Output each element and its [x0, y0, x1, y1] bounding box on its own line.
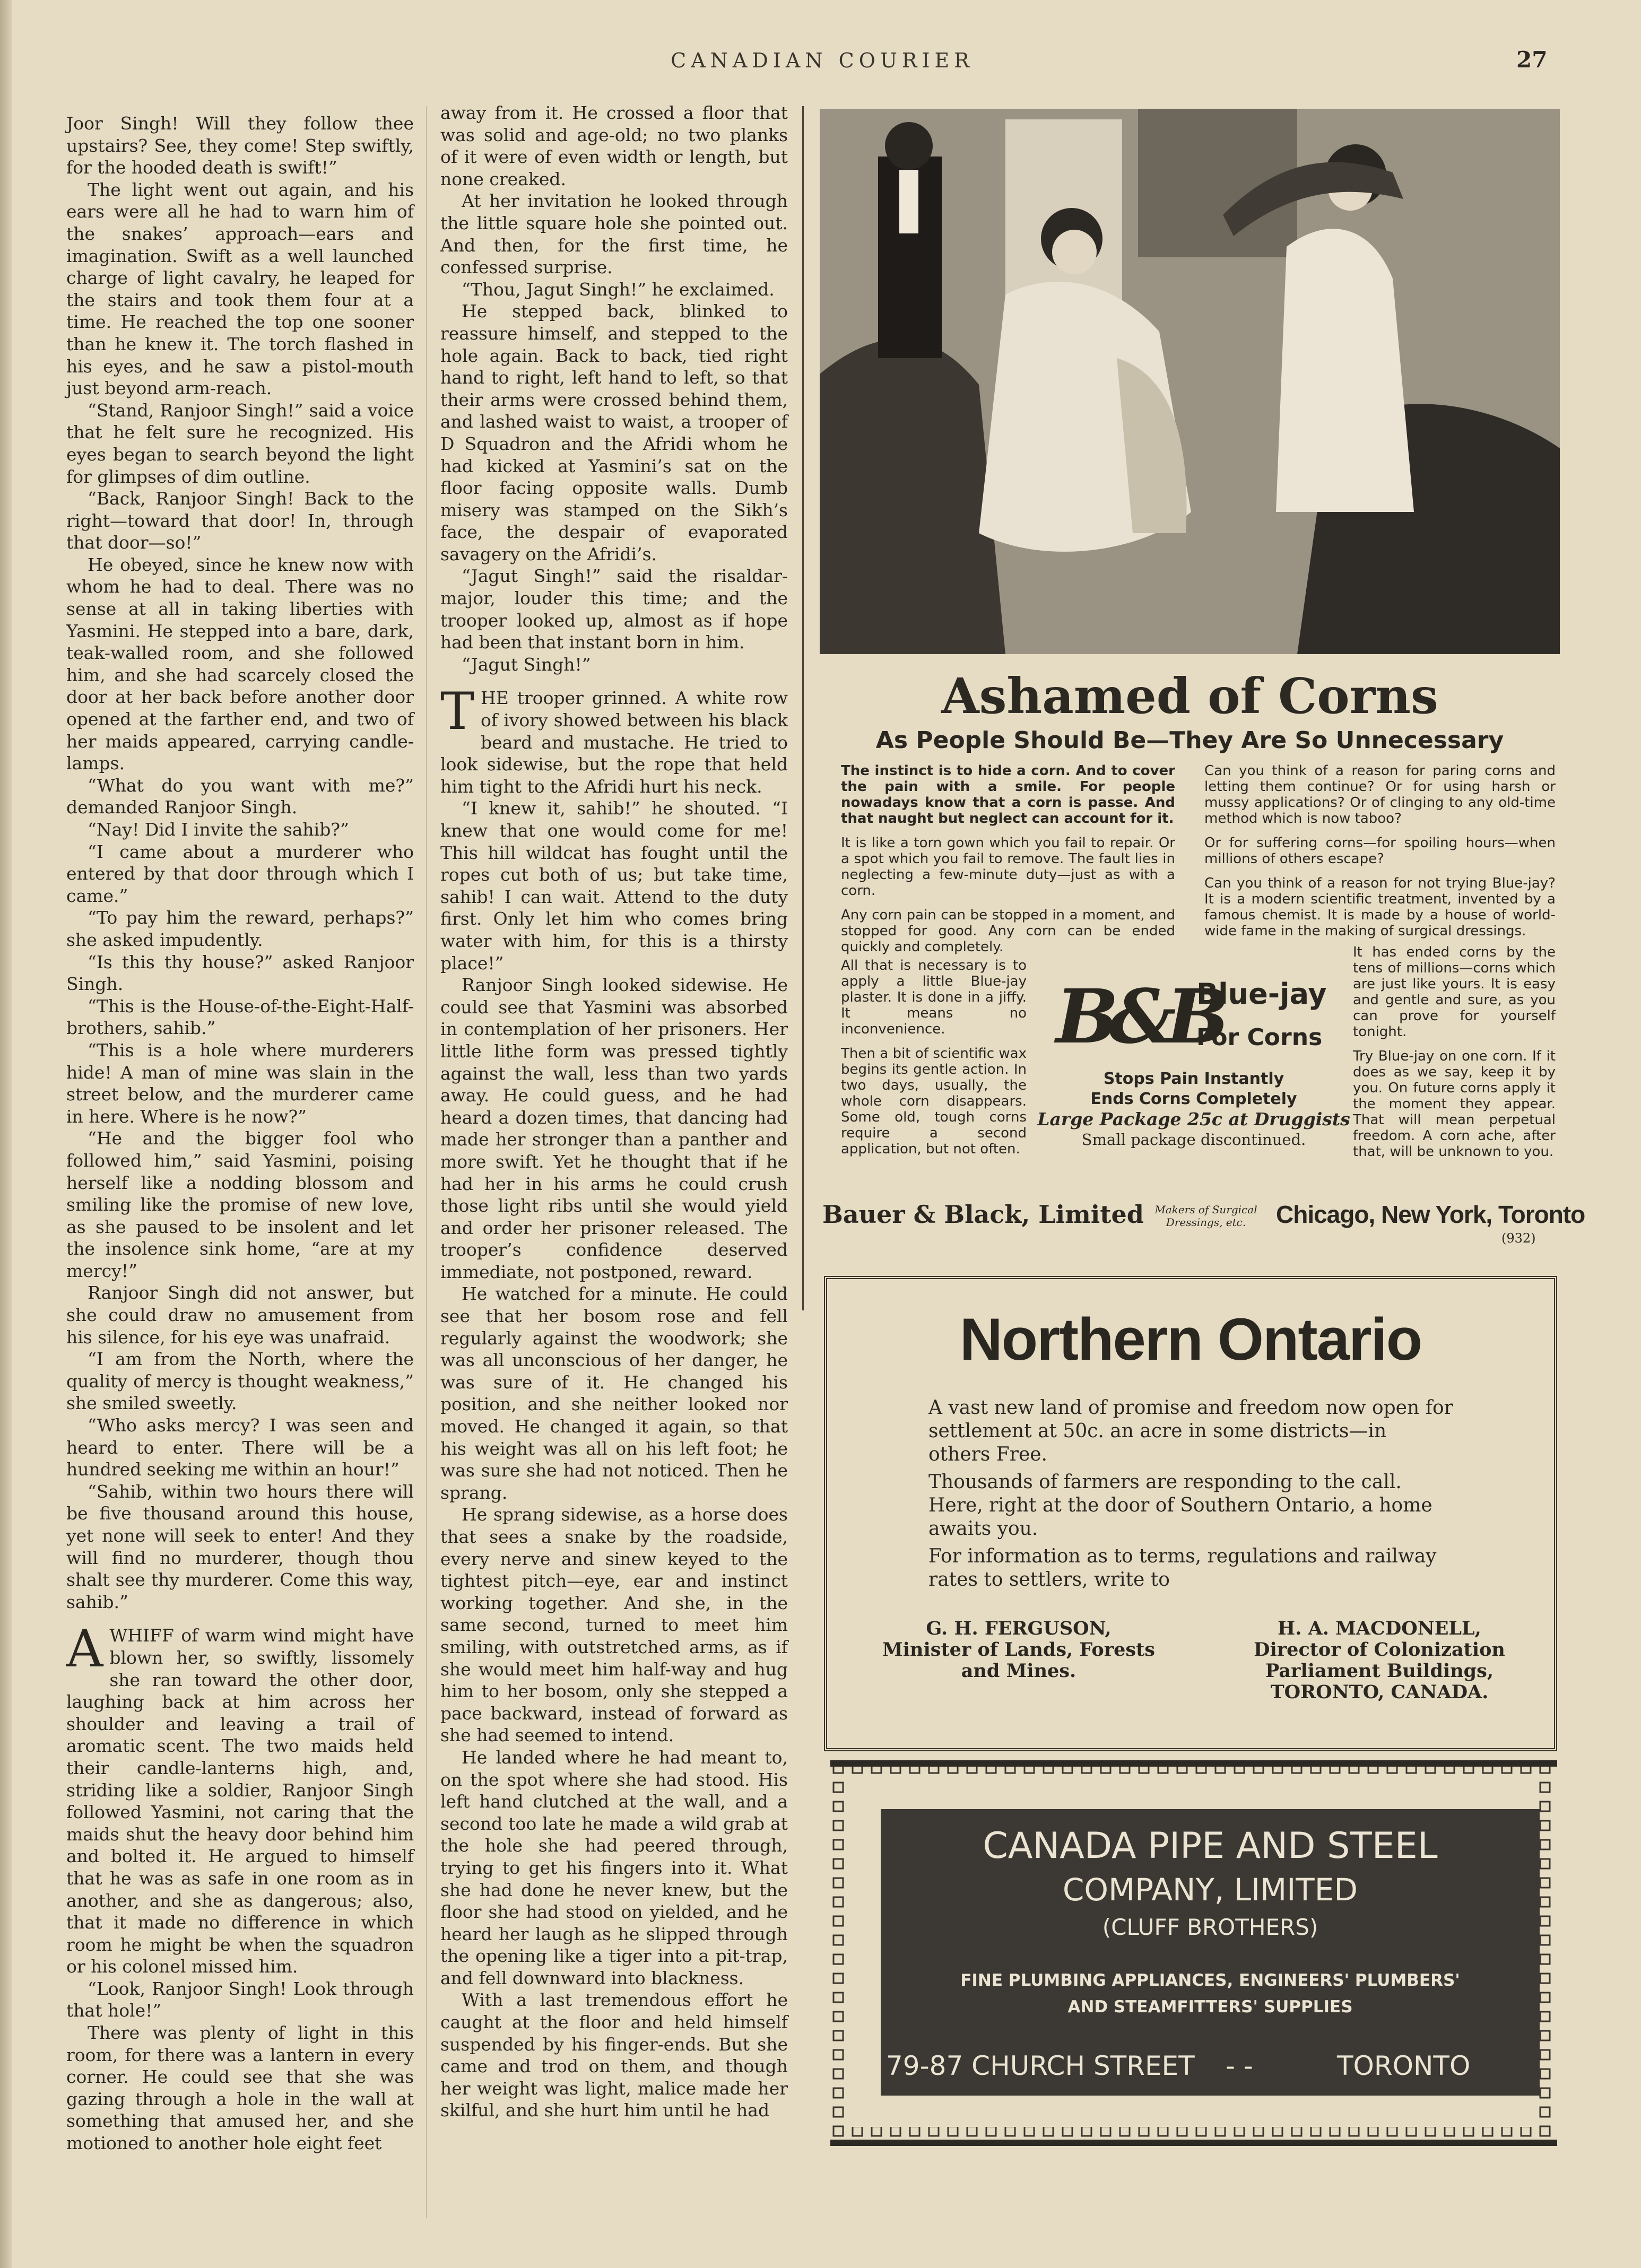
corns-ad-paragraph: Then a bit of scientific wax begins its gentle action. In two days, usually, the whole corn disappears. Some old, tough corns require a second application, but not often.	[841, 1046, 1027, 1157]
story-paragraph: He watched for a minute. He could see that her bosom rose and fell regularly against the woodwork; she was all unconscious of her danger, he was sure of it. He changed his position, and she neither looked nor moved. He changed it again, so that his weight was all on his left foot; he was sure she had not noticed. Then he sprang.	[440, 1283, 788, 1503]
northern-ontario-paragraph	[928, 1396, 1454, 1466]
pipe-ad-company: CANADA PIPE AND STEEL	[983, 1825, 1438, 1867]
story-paragraph: He sprang sidewise, as a horse does that sees a snake by the roadside, every nerve and sinew keyed to the tightest pitch—eye, ear and instinct working together. And she, in the same second, turned to meet him smiling, with outstretched arms, as if she would meet him half-way and hug him to her bosom, only she stepped a pace backward, instead of forward as she had seemed to intend.	[440, 1504, 788, 1746]
corns-ad-left-column	[841, 763, 1175, 963]
column-rule	[426, 106, 427, 2218]
story-paragraph: “I came about a murderer who entered by that door through which I came.”	[66, 841, 414, 906]
illustration-drawing	[820, 109, 1560, 654]
signatory-title: Director of Colonization	[1254, 1639, 1505, 1661]
story-column-1	[66, 112, 414, 2154]
northern-ontario-paragraph	[928, 1471, 1454, 1541]
story-paragraph: “Nay! Did I invite the sahib?”	[88, 819, 349, 840]
notice-line: Small package discontinued.	[1081, 1131, 1306, 1149]
corns-ad-paragraph: Can you think of a reason for not trying Blue-jay? It is a modern scientific treatment, invented by a famous chemist. It is made by a house of world-wide fame in the making of surgical dressings.	[1204, 875, 1556, 939]
signatory-name: G. H. FERGUSON,	[926, 1618, 1112, 1639]
northern-ontario-title: Northern Ontario	[959, 1306, 1422, 1372]
story-paragraph: Joor Singh! Will they follow thee upstairs? See, they come! Step swiftly, for the hooded death is swift!”	[66, 113, 414, 178]
story-paragraph: “Look, Ranjoor Singh! Look through that hole!”	[66, 1978, 414, 2021]
corns-ad-paragraph: It has ended corns by the tens of millions—corns which are just like yours. It is easy and gentle and sure, as you can prove for yourself tonight.	[1353, 944, 1556, 1040]
ad-divider-rule	[802, 106, 804, 1310]
corns-ad-illustration	[820, 109, 1560, 654]
ad-code: (932)	[1501, 1231, 1536, 1246]
signatory-title: Parliament Buildings,	[1265, 1660, 1494, 1682]
page-gutter-edge	[0, 0, 12, 2268]
story-paragraph: “I knew it, sahib!” he shouted. “I knew that one would come for me! This hill wildcat has fought until the ropes cut both of us; but take time, sahib! I can wait. Attend to the duty first. Only let him who comes bring water with him, for this is a thirsty place!”	[440, 798, 788, 974]
running-head: CANADIAN COURIER	[671, 49, 974, 72]
story-paragraph: Ranjoor Singh looked sidewise. He could see that Yasmini was absorbed in contemplation of her prisoners. Her little lithe form was pressed tightly against the wall, less than two yards away. He could guess, and he had heard a dozen times, that dancing had made her stronger than a panther and more swift. Yet he thought that if he had her in his arms he could crush those light ribs until she would yield and order her prisoner released. The trooper’s confidence deserved immediate, not postponed, reward.	[440, 975, 788, 1282]
story-paragraph: “Stand, Ranjoor Singh!” said a voice that he felt sure he recognized. His eyes began to search beyond the light for glimpses of dim outline.	[66, 399, 414, 487]
corns-ad-left-narrow	[841, 958, 1027, 1166]
story-paragraph: He landed where he had meant to, on the spot where she had stood. His left hand clutched at the wall, and a second too late he made a wild grab at the hole she had peered through, trying to get his fingers into it. What she had done he never knew, but the floor she had stood on yielded, and he heard her laugh as he slipped through the opening like a tiger into a pit-trap, and fell downward into blackness.	[440, 1746, 788, 1988]
story-paragraph: “This is the House-of-the-Eight-Half-brothers, sahib.”	[66, 995, 414, 1039]
page-number: 27	[1516, 47, 1548, 73]
story-paragraph-dropcap: AWHIFF of warm wind might have blown her, so swiftly, lissomely she ran toward the other door, laughing back at him across her shoulder and leaving a trail of aromatic scent. The two maids held their candle-lanterns high, and, striding like a soldier, Ranjoor Singh followed Yasmini, not caring that the maids shut the heavy door behind him and bolted it. He argued to himself that he was as safe in one room as in another, and she as dangerous; also, that it made no difference in which room he might be when the squadron or his colonel missed him.	[66, 1619, 414, 1977]
pipe-ad-products: FINE PLUMBING APPLIANCES, ENGINEERS' PLUMBERS'	[960, 1971, 1460, 1990]
blue-jay-claims	[1035, 1069, 1353, 1150]
story-paragraph: “Jagut Singh!”	[462, 654, 591, 675]
corns-ad-paragraph: Or for suffering corns—for spoiling hours—when millions of others escape?	[1204, 835, 1556, 867]
blue-jay-subtitle: For Corns	[1196, 1024, 1323, 1051]
story-paragraph: “This is a hole where murderers hide! A man of mine was slain in the street below, and the murderer came in here. Where is he now?”	[66, 1039, 414, 1127]
signatory-title: and Mines.	[961, 1660, 1076, 1682]
story-column-2	[440, 102, 788, 2122]
story-paragraph: The light went out again, and his ears were all he had to warn him of the snakes’ approach—ears and imagination. Swift as a well launched charge of light cavalry, he leaped for the stairs and took them four at a time. He reached the top one sooner than he knew it. The torch flashed in his eyes, and he saw a pistol-mouth just beyond arm-reach.	[66, 179, 414, 399]
ad-text: Thousands of farmers are responding to the call. Here, right at the door of Southern Ontario, a home awaits you.	[928, 1471, 1432, 1540]
story-paragraph-dropcap: THE trooper grinned. A white row of ivory showed between his black beard and mustache. He tried to look sidewise, but the rope that held him tight to the Afridi hurt his neck.	[440, 682, 788, 797]
corns-ad-paragraph: Any corn pain can be stopped in a moment, and stopped for good. Any corn can be ended quickly and completely.	[841, 907, 1175, 955]
corns-ad-subhead: As People Should Be—They Are So Unnecessary	[875, 727, 1504, 754]
story-paragraph: “Jagut Singh!” said the risaldar-major, louder this time; and the trooper looked up, almost as if hope had been that instant born in him.	[440, 566, 788, 653]
advertiser-cities: Chicago, New York, Toronto	[1276, 1201, 1585, 1228]
corns-ad-paragraph: All that is necessary is to apply a little Blue-jay plaster. It is done in a jiffy. It means no inconvenience.	[841, 958, 1027, 1037]
corns-ad-headline: Ashamed of Corns	[941, 667, 1438, 725]
story-paragraph: Ranjoor Singh did not answer, but she could draw no amusement from his silence, for his eye was unafraid.	[66, 1282, 414, 1348]
signatory-name: H. A. MACDONELL,	[1278, 1618, 1481, 1639]
corns-ad-paragraph: It is like a torn gown which you fail to repair. Or a spot which you fail to remove. The fault lies in neglecting a few-minute duty—just as with a corn.	[841, 835, 1175, 899]
signature-left	[849, 1618, 1188, 1682]
advertiser-name: Bauer & Black, Limited	[822, 1200, 1144, 1229]
corns-ad-paragraph: The instinct is to hide a corn. And to cover the pain with a smile. For people nowadays know that a corn is passe. And that naught but neglect can account for it.	[841, 763, 1175, 827]
signatory-title: Minister of Lands, Forests	[882, 1639, 1155, 1661]
story-paragraph: “Thou, Jagut Singh!” he exclaimed.	[462, 279, 775, 300]
corns-ad-paragraph: Try Blue-jay on one corn. If it does as we say, keep it by you. On future corns apply it the moment they appear. That will mean perpetual freedom. A corn ache, after that, will be unknown to you.	[1353, 1048, 1556, 1160]
corns-ad-right-column	[1204, 763, 1556, 948]
story-paragraph: “Back, Ranjoor Singh! Back to the right—toward that door! In, through that door—so!”	[66, 488, 414, 553]
pipe-ad-company-2: COMPANY, LIMITED	[1062, 1872, 1358, 1908]
story-paragraph: “What do you want with me?” demanded Ranjoor Singh.	[66, 775, 414, 818]
bauer-black-logo: B&B	[1056, 974, 1220, 1061]
story-paragraph: There was plenty of light in this room, for there was a lantern in every corner. He could see that she was gazing through a hole in the wall at something that amused her, and she motioned to another hole eight feet	[66, 2022, 414, 2154]
pipe-ad-city: TORONTO	[1337, 2050, 1471, 2081]
signatory-title: TORONTO, CANADA.	[1270, 1681, 1489, 1703]
story-paragraph: “Sahib, within two hours there will be five thousand around this house, yet none will seek to enter! And they will find no murderer, though thou shalt see thy murderer. Come this way, sahib.”	[66, 1481, 414, 1612]
story-paragraph: away from it. He crossed a floor that was solid and age-old; no two planks of it were of even width or length, but none creaked.	[440, 102, 788, 189]
story-paragraph: He obeyed, since he knew now with whom he had to deal. There was no sense at all in taking liberties with Yasmini. He stepped into a bare, dark, teak-walled room, and she followed him, and she had scarcely closed the door at her back before another door opened at the farther end, and two of her maids appeared, carrying candle-lamps.	[66, 554, 414, 774]
price-line: Large Package 25c at Druggists	[1037, 1109, 1350, 1129]
story-paragraph: “Who asks mercy? I was seen and heard to enter. There will be a hundred seeking me within an hour!”	[66, 1415, 414, 1480]
corns-ad-right-narrow	[1353, 944, 1556, 1168]
story-paragraph: “I am from the North, where the quality of mercy is thought weakness,” she smiled sweetly.	[66, 1349, 414, 1414]
ad-text: A vast new land of promise and freedom now open for settlement at 50c. an acre in some districts—in others Free.	[928, 1397, 1453, 1465]
story-paragraph: He stepped back, blinked to reassure himself, and stepped to the hole again. Back to back, tied right hand to right, left hand to left, so that their arms were crossed behind them, and lashed waist to waist, a trooper of D Squadron and the Afridi whom he had kicked at Yasmini’s sat on the floor facing opposite walls. Dumb misery was stamped on the Sikh’s face, the despair of evaporated savagery on the Afridi’s.	[440, 301, 788, 564]
advertiser-tagline: Makers of Surgical Dressings, etc.	[1154, 1203, 1257, 1229]
ad-text: For information as to terms, regulations and railway rates to settlers, write to	[928, 1545, 1437, 1591]
pipe-ad-panel	[881, 1809, 1540, 2096]
blue-jay-brand: Blue-jay	[1196, 977, 1327, 1011]
northern-ontario-paragraph	[928, 1545, 1454, 1592]
pipe-ad-brothers: (CLUFF BROTHERS)	[1102, 1914, 1318, 1940]
story-paragraph: At her invitation he looked through the little square hole she pointed out. And then, for the first time, he confessed surprise.	[440, 190, 788, 278]
claim-line: Stops Pain Instantly	[1103, 1070, 1284, 1088]
story-paragraph: With a last tremendous effort he caught at the floor and held himself suspended by his finger-ends. But she came and trod on them, and though her weight was light, malice made her skilful, and she hurt him until he had	[440, 1989, 788, 2121]
story-paragraph: “He and the bigger fool who followed him,” said Yasmini, poising herself like a nodding blossom and smiling like the promise of new love, as she paused to be insolent and let the insolence sink home, “are at my mercy!”	[66, 1128, 414, 1281]
pipe-ad-separator: - -	[1226, 2050, 1253, 2081]
corns-ad-paragraph: Can you think of a reason for paring corns and letting them continue? Or for using harsh or mussy applications? Or of clinging to any old-time method which is now taboo?	[1204, 763, 1556, 827]
story-paragraph: “To pay him the reward, perhaps?” she asked impudently.	[66, 907, 414, 950]
claim-line: Ends Corns Completely	[1090, 1090, 1297, 1108]
pipe-ad-address: 79-87 CHURCH STREET	[886, 2050, 1195, 2081]
story-paragraph: “Is this thy house?” asked Ranjoor Singh.	[66, 951, 414, 995]
pipe-ad-products-2: AND STEAMFITTERS' SUPPLIES	[1067, 1997, 1353, 2017]
signature-right	[1210, 1618, 1549, 1703]
